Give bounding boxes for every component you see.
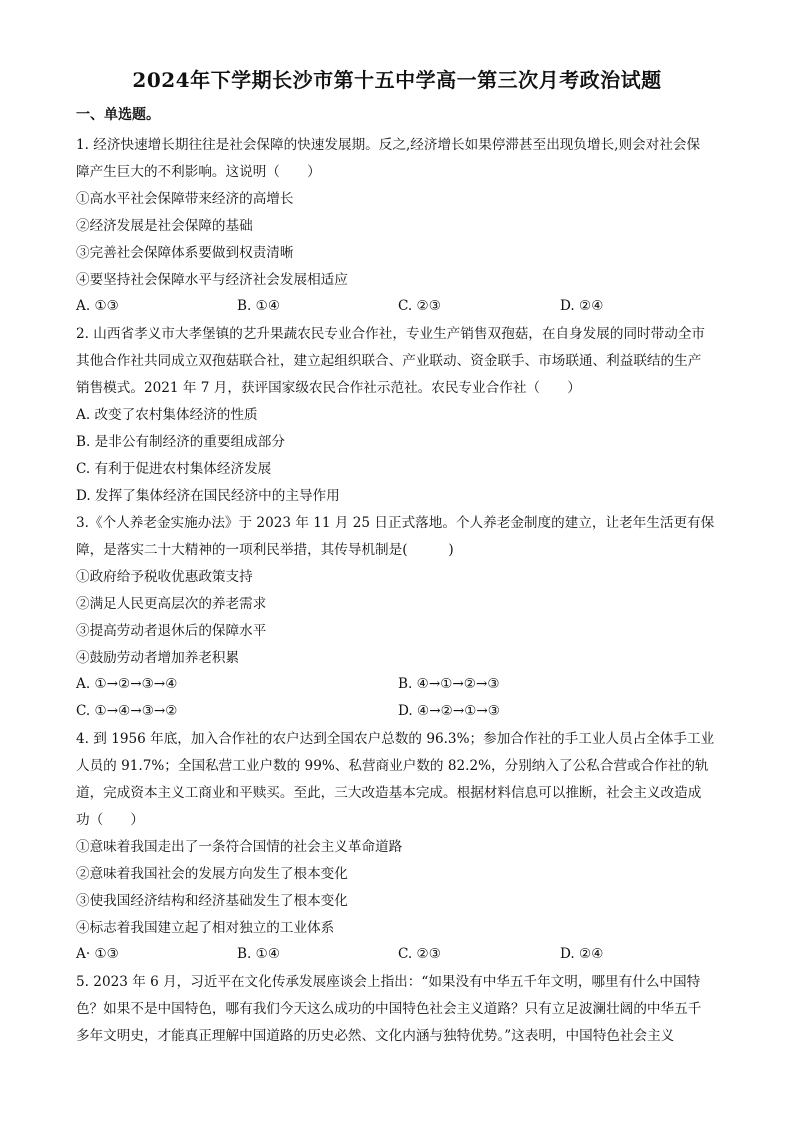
q2-stem-line-1: 2. 山西省孝义市大孝堡镇的艺升果蔬农民专业合作社，专业生产销售双孢菇，在自身发展的同时带动全市	[76, 326, 706, 342]
q2-option-a[interactable]: A. 改变了农村集体经济的性质	[76, 407, 258, 423]
q4-stem-line-3: 道，完成资本主义工商业和平赎买。至此，三大改造基本完成。根据材料信息可以推断，社会主义改造成	[76, 785, 702, 801]
q4-stem-line-1: 4. 到 1956 年底，加入合作社的农户达到全国农户总数的 96.3%；参加合作社的手工业人员占全体手工业	[76, 731, 715, 747]
q4-option-c[interactable]: C. ②③	[398, 946, 441, 962]
q3-item-2: ②满足人民更高层次的养老需求	[76, 596, 267, 612]
q5-stem-line-1: 5. 2023 年 6 月，习近平在文化传承发展座谈会上指出：“如果没有中华五千年文明，哪里有什么中国特	[76, 974, 701, 990]
q1-item-1: ①高水平社会保障带来经济的高增长	[76, 191, 294, 207]
q3-item-3: ③提高劳动者退休后的保障水平	[76, 623, 267, 639]
q3-stem-line-1: 3.《个人养老金实施办法》于 2023 年 11 月 25 日正式落地。个人养老金制度的建立，让老年生活更有保	[76, 515, 715, 531]
q4-options	[76, 946, 726, 964]
q1-item-4: ④要坚持社会保障水平与经济社会发展相适应	[76, 272, 348, 288]
q4-stem-line-4: 功（ ）	[76, 812, 144, 828]
q3-stem-line-2: 障，是落实二十大精神的一项利民举措，其传导机制是( )	[76, 542, 454, 558]
q4-stem-line-2: 人员的 91.7%；全国私营工业户数的 99%、私营商业户数的 82.2%，分别纳入了公私合营或合作社的轨	[76, 758, 709, 774]
q4-item-2: ②意味着我国社会的发展方向发生了根本变化	[76, 866, 348, 882]
q3-option-c[interactable]: C. ①→④→③→②	[76, 703, 178, 719]
q1-option-a[interactable]: A. ①③	[76, 298, 119, 314]
q4-option-d[interactable]: D. ②④	[560, 946, 604, 962]
q4-item-1: ①意味着我国走出了一条符合国情的社会主义革命道路	[76, 839, 403, 855]
q2-option-d[interactable]: D. 发挥了集体经济在国民经济中的主导作用	[76, 488, 340, 504]
q3-option-d[interactable]: D. ④→②→①→③	[398, 703, 500, 719]
q1-item-3: ③完善社会保障体系要做到权责清晰	[76, 245, 294, 261]
section-heading: 一、单选题。	[76, 107, 160, 123]
q5-stem-line-2: 色？如果不是中国特色，哪有我们今天这么成功的中国特色社会主义道路？只有立足波澜壮阔的中华五千	[76, 1001, 702, 1017]
q2-option-c[interactable]: C. 有利于促进农村集体经济发展	[76, 461, 272, 477]
q4-option-a[interactable]: A· ①③	[76, 946, 119, 962]
q4-option-b[interactable]: B. ①④	[237, 946, 281, 962]
q2-option-b[interactable]: B. 是非公有制经济的重要组成部分	[76, 434, 285, 450]
q1-stem-line-2: 障产生巨大的不利影响。这说明（ ）	[76, 164, 321, 180]
q3-item-1: ①政府给予税收优惠政策支持	[76, 569, 253, 585]
q2-stem-line-3: 销售模式。2021 年 7 月，获评国家级农民合作社示范社。农民专业合作社（ ）	[76, 380, 581, 396]
q3-options-row-1	[76, 676, 726, 694]
q1-options	[76, 298, 726, 316]
q4-item-4: ④标志着我国建立起了相对独立的工业体系	[76, 920, 335, 936]
q3-options-row-2	[76, 703, 726, 721]
q3-item-4: ④鼓励劳动者增加养老积累	[76, 650, 240, 666]
q1-option-d[interactable]: D. ②④	[560, 298, 604, 314]
q4-item-3: ③使我国经济结构和经济基础发生了根本变化	[76, 893, 348, 909]
q1-stem-line-1: 1. 经济快速增长期往往是社会保障的快速发展期。反之,经济增长如果停滞甚至出现负增长,则会对社会保	[76, 137, 701, 153]
q3-option-b[interactable]: B. ④→①→②→③	[398, 676, 500, 692]
q3-option-a[interactable]: A. ①→②→③→④	[76, 676, 178, 692]
page-title: 2024年下学期长沙市第十五中学高一第三次月考政治试题	[132, 68, 662, 92]
q1-option-b[interactable]: B. ①④	[237, 298, 281, 314]
q1-item-2: ②经济发展是社会保障的基础	[76, 218, 253, 234]
q2-stem-line-2: 其他合作社共同成立双孢菇联合社，建立起组织联合、产业联动、资金联手、市场联通、利益联结的生产	[76, 353, 702, 369]
q1-option-c[interactable]: C. ②③	[398, 298, 441, 314]
q5-stem-line-3: 多年文明史，才能真正理解中国道路的历史必然、文化内涵与独特优势。”这表明，中国特色社会主义	[76, 1028, 675, 1044]
